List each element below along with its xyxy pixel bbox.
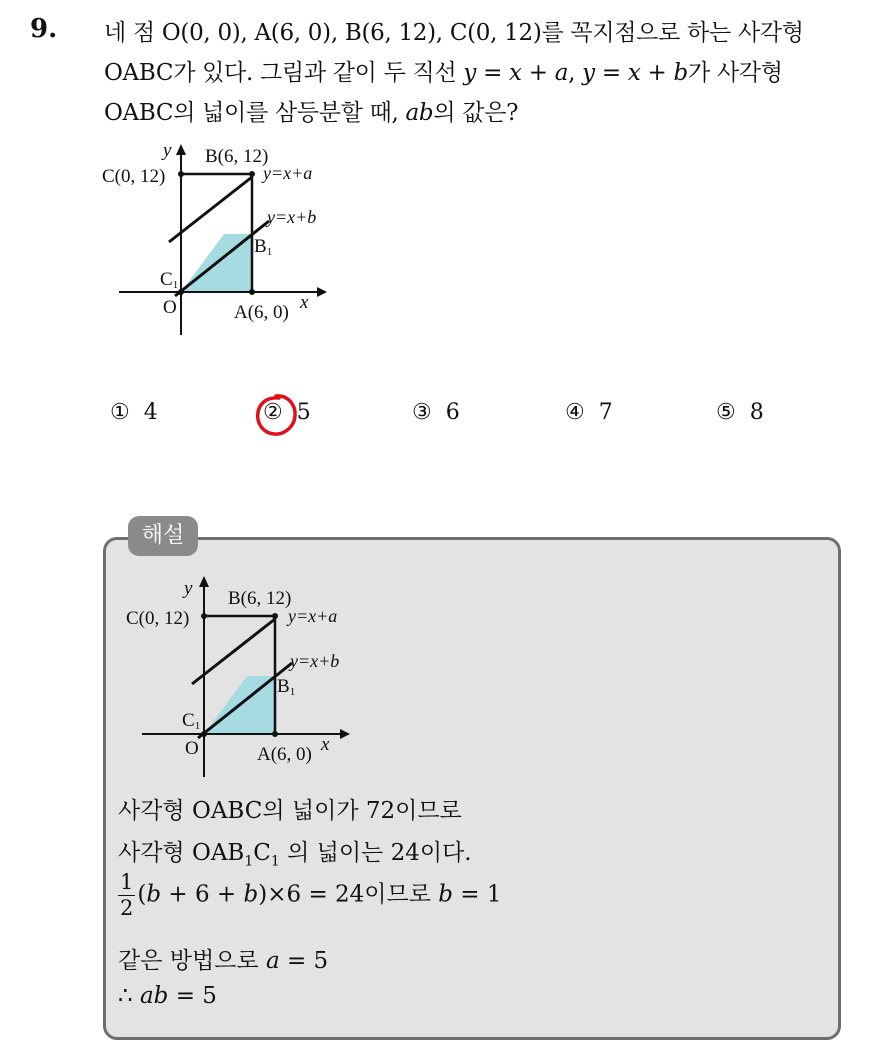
- choice-4[interactable]: ④ 7: [565, 400, 613, 425]
- label-c: C(0, 12): [102, 166, 166, 187]
- question-line-3: OABC의 넓이를 삼등분할 때, ab의 값은?: [104, 100, 519, 126]
- label-c1: C1: [160, 269, 179, 291]
- point-o: [178, 289, 184, 295]
- solution-line-1: 사각형 OABC의 넓이가 72이므로: [118, 798, 462, 824]
- label-x: x: [300, 292, 309, 313]
- label-line-a: y=x+a: [288, 606, 338, 626]
- question-figure: [95, 130, 355, 345]
- choice-5[interactable]: ⑤ 8: [716, 400, 764, 425]
- label-line-b: y=x+b: [267, 207, 317, 227]
- point-b: [249, 171, 255, 177]
- y-axis-arrow: [199, 576, 209, 587]
- solution-tab: 해설: [128, 516, 198, 556]
- x-axis-arrow: [317, 287, 327, 297]
- label-b1: B1: [277, 676, 296, 698]
- solution-line-4: 같은 방법으로 a = 5: [118, 948, 329, 974]
- label-c1: C1: [182, 710, 201, 732]
- label-o: O: [185, 738, 199, 759]
- x-axis-arrow: [340, 729, 350, 739]
- choice-2[interactable]: ② 5: [263, 400, 311, 425]
- point-a: [249, 289, 255, 295]
- label-a: A(6, 0): [257, 744, 312, 765]
- fraction-one-half: $\frac{1}{2}$: [120, 870, 134, 920]
- label-line-a: y=x+a: [263, 163, 313, 183]
- answer-choices: [0, 400, 884, 434]
- question-line-2: OABC가 있다. 그림과 같이 두 직선 y = x + a, y = x + b가 사각형: [104, 60, 783, 86]
- label-x: x: [321, 734, 330, 755]
- label-b1: B1: [254, 236, 273, 258]
- label-c: C(0, 12): [126, 608, 190, 629]
- label-y: y: [163, 140, 172, 161]
- answer-circle-mark: [253, 392, 299, 438]
- label-line-b: y=x+b: [290, 651, 340, 671]
- choice-1[interactable]: ① 4: [110, 400, 158, 425]
- solution-line-5: ∴ ab = 5: [118, 983, 217, 1009]
- point-b: [272, 613, 278, 619]
- label-b: B(6, 12): [228, 588, 292, 609]
- solution-figure: [118, 572, 378, 784]
- question-number: 9.: [30, 14, 58, 44]
- solution-line-3: $\frac{1}{2}$ (b + 6 + b)×6 = 24이므로 b = 1: [120, 870, 502, 920]
- solution-line-2: 사각형 $OAB_1C_1$ 의 넓이는 24이다.: [118, 840, 472, 870]
- label-y: y: [184, 578, 193, 599]
- point-c: [178, 171, 184, 177]
- point-c: [201, 613, 207, 619]
- label-b: B(6, 12): [205, 146, 269, 167]
- question-line-1: 네 점 O(0, 0), A(6, 0), B(6, 12), C(0, 12)를 꼭지점으로 하는 사각형: [104, 20, 804, 46]
- y-axis-arrow: [176, 144, 186, 155]
- label-o: O: [163, 297, 177, 318]
- choice-3[interactable]: ③ 6: [412, 400, 460, 425]
- point-o: [201, 731, 207, 737]
- point-a: [272, 731, 278, 737]
- label-a: A(6, 0): [234, 302, 289, 323]
